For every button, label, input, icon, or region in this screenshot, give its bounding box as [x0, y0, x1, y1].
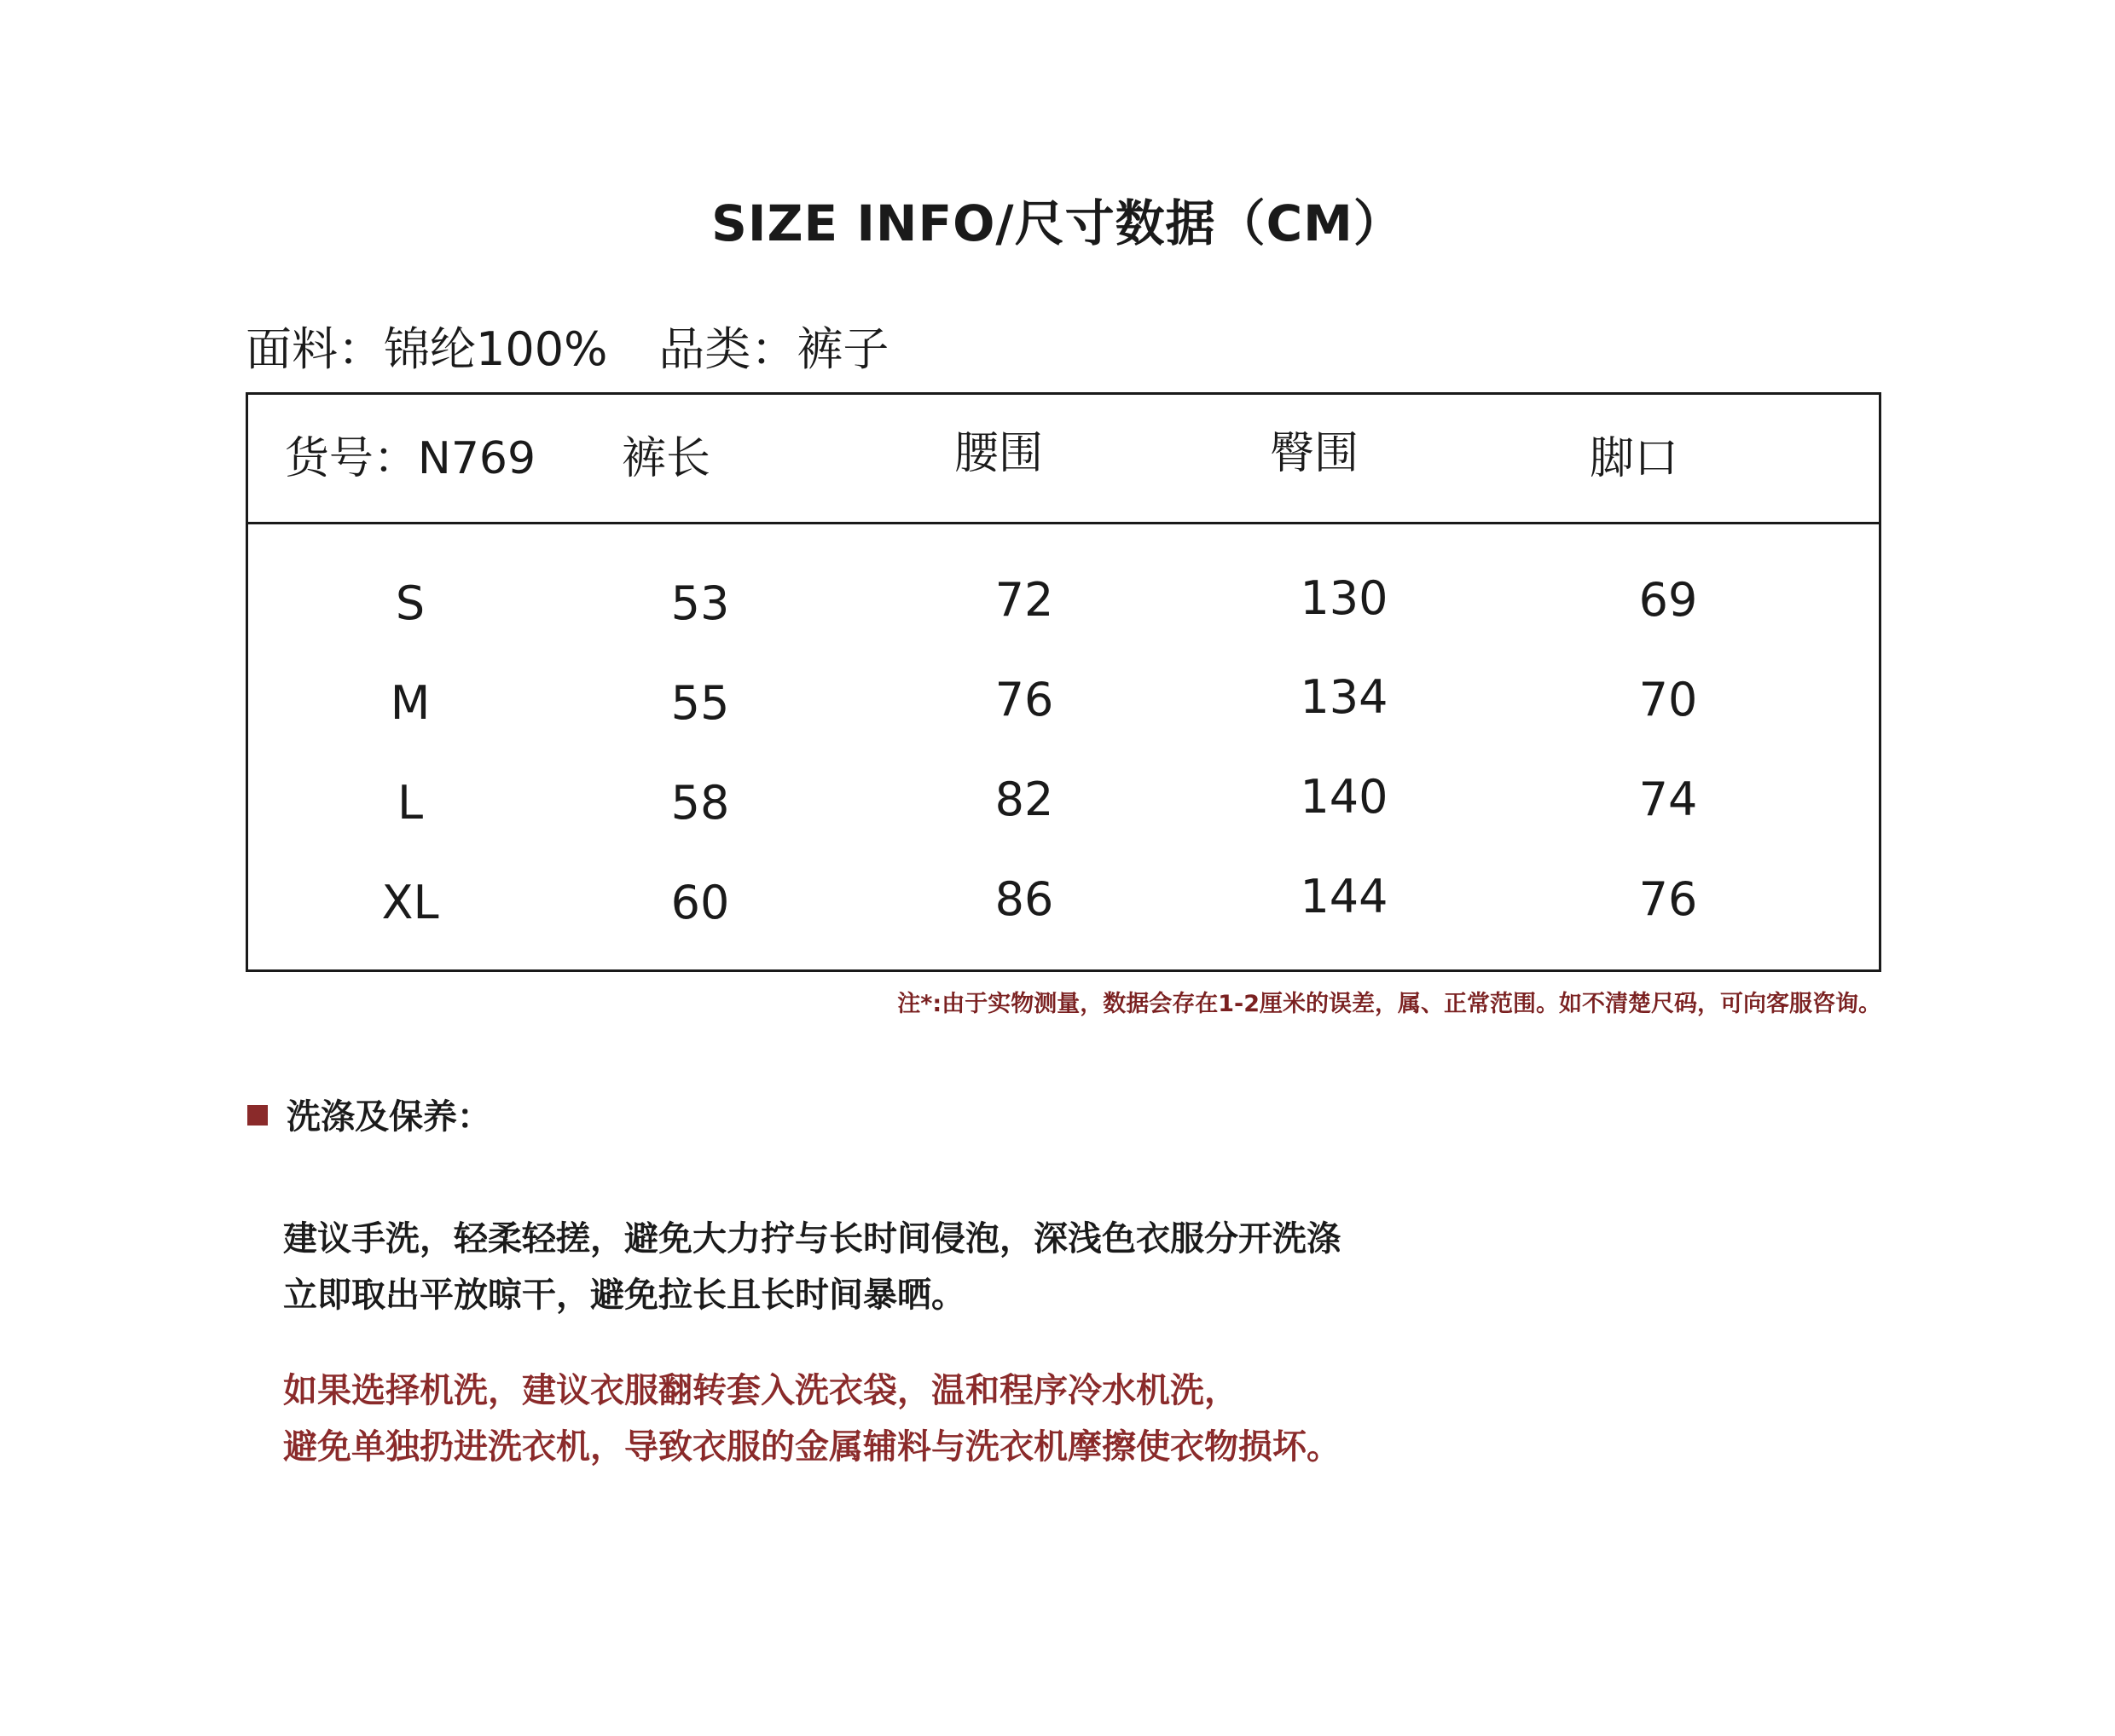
header-item-number: 货号：N769: [284, 433, 536, 484]
hip-cell: 140: [1300, 770, 1388, 824]
header-hip: 臀围: [1269, 428, 1359, 479]
hand-wash-instructions: [283, 1211, 1341, 1323]
length-cell: 58: [670, 776, 730, 830]
hem-cell: 70: [1638, 673, 1698, 726]
hip-cell: 134: [1300, 670, 1388, 724]
length-cell: 60: [670, 876, 730, 929]
size-cell: XL: [381, 876, 439, 929]
size-table: [246, 392, 1881, 972]
bullet-square-icon: [247, 1105, 268, 1126]
table-header-row: [248, 395, 1879, 524]
header-length: 裤长: [621, 433, 710, 484]
machine-wash-instructions: [283, 1363, 1341, 1475]
length-cell: 53: [670, 576, 730, 630]
care-heading: [247, 1091, 491, 1143]
product-meta: [246, 315, 889, 384]
header-hem: 脚口: [1589, 433, 1678, 484]
category-label: 品类：裤子: [658, 322, 889, 376]
waist-cell: 72: [994, 573, 1054, 627]
instruction-line: 如果选择机洗，建议衣服翻转套入洗衣袋，温和程序冷水机洗，: [283, 1371, 1238, 1410]
care-heading-text: 洗涤及保养：: [287, 1097, 491, 1137]
instruction-line: 避免单独扔进洗衣机，导致衣服的金属辅料与洗衣机摩擦使衣物损坏。: [283, 1427, 1341, 1467]
header-waist: 腰围: [953, 428, 1043, 479]
size-cell: M: [390, 676, 431, 730]
measurement-note: 注*:由于实物测量，数据会存在1-2厘米的误差，属、正常范围。如不清楚尺码，可向客服咨询。: [897, 991, 1881, 1017]
length-cell: 55: [670, 676, 730, 730]
hem-cell: 76: [1638, 872, 1698, 926]
waist-cell: 86: [994, 872, 1054, 926]
size-cell: S: [395, 576, 426, 630]
instruction-line: 立即取出平放晾干，避免拉长且长时间暴晒。: [283, 1276, 965, 1315]
hip-cell: 144: [1300, 870, 1388, 923]
page-title: SIZE INFO/尺寸数据（CM）: [711, 194, 1404, 252]
instruction-line: 建议手洗，轻柔轻搓，避免大力拧与长时间侵泡，深浅色衣服分开洗涤: [283, 1219, 1341, 1259]
size-cell: L: [397, 776, 424, 830]
hip-cell: 130: [1300, 571, 1388, 625]
hem-cell: 69: [1638, 573, 1698, 627]
fabric-label: 面料：锦纶100%: [246, 322, 608, 376]
hem-cell: 74: [1638, 773, 1698, 826]
waist-cell: 82: [994, 773, 1054, 826]
waist-cell: 76: [994, 673, 1054, 726]
